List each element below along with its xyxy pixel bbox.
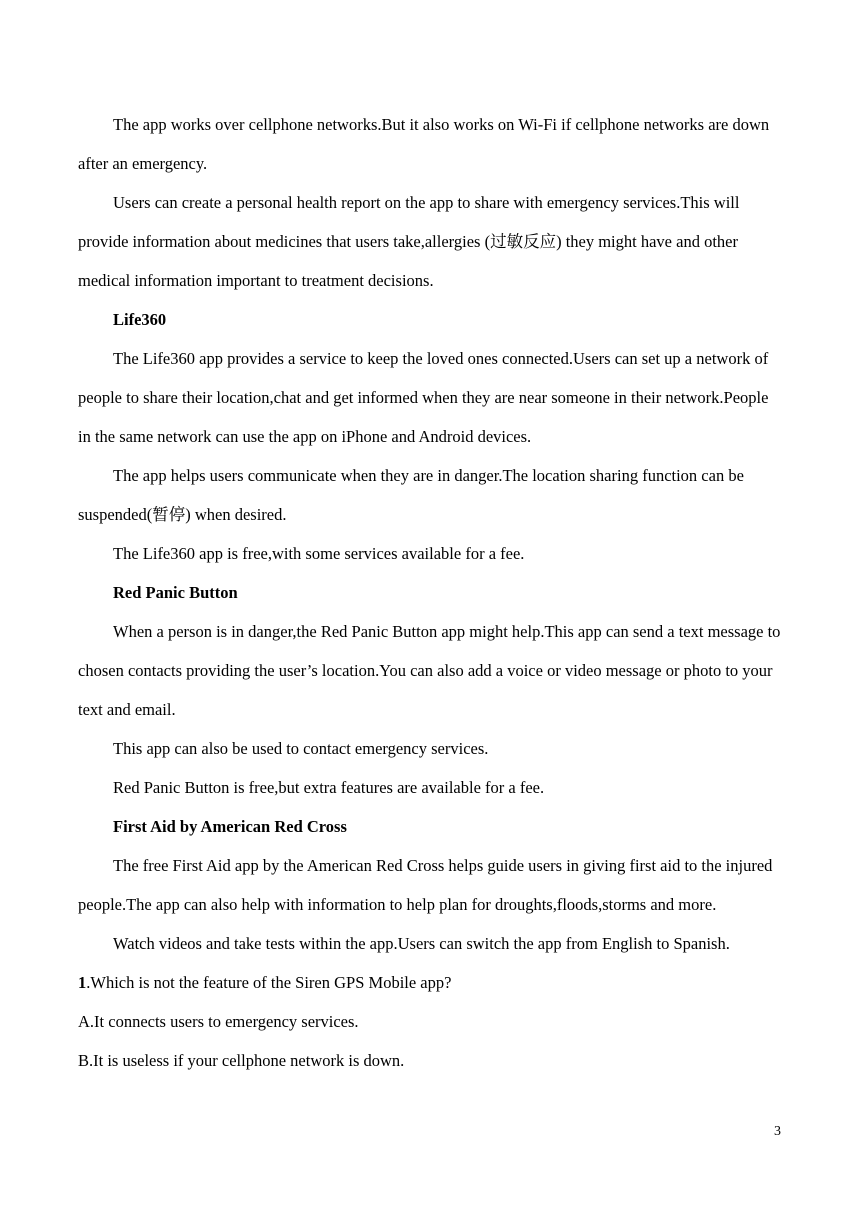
heading-life360: Life360 xyxy=(113,310,167,329)
question-text: .Which is not the feature of the Siren GPS Mobile app? xyxy=(86,973,452,992)
paragraph-first-aid-videos: Watch videos and take tests within the app.Users can switch the app from English to Spanish. xyxy=(113,934,730,953)
paragraph-life360-danger: The app helps users communicate when they are in danger.The location sharing function can be suspended(暂停) when desired. xyxy=(78,466,744,524)
heading-first-aid: First Aid by American Red Cross xyxy=(113,817,347,836)
paragraph-red-panic-emergency: This app can also be used to contact emergency services. xyxy=(113,739,489,758)
paragraph-wifi: The app works over cellphone networks.But it also works on Wi-Fi if cellphone networks are down after an emergency. xyxy=(78,115,770,173)
paragraph-life360-intro: The Life360 app provides a service to keep the loved ones connected.Users can set up a network of people to share their location,chat and get informed when they are near someone in their network.People in the same network can use the app on iPhone and Android devices. xyxy=(78,349,769,446)
paragraph-red-panic-price: Red Panic Button is free,but extra features are available for a fee. xyxy=(113,778,545,797)
document-body xyxy=(78,105,783,1080)
paragraph-first-aid-intro: The free First Aid app by the American Red Cross helps guide users in giving first aid to the injured people.The app can also help with information to help plan for droughts,floods,storms and more. xyxy=(78,856,773,914)
paragraph-health-report: Users can create a personal health report on the app to share with emergency services.This will provide information about medicines that users take,allergies (过敏反应) they might have and other medical information important to treatment decisions. xyxy=(78,193,740,290)
question-stem xyxy=(78,963,783,1002)
question-number: 1 xyxy=(78,973,87,992)
heading-red-panic-button: Red Panic Button xyxy=(113,583,238,602)
paragraph-red-panic-intro: When a person is in danger,the Red Panic Button app might help.This app can send a text message to chosen contacts providing the user’s location.You can also add a voice or video message or photo to your text and email. xyxy=(78,622,781,719)
paragraph-life360-price: The Life360 app is free,with some services available for a fee. xyxy=(113,544,525,563)
page-number: 3 xyxy=(774,1124,781,1139)
question-option-b: B.It is useless if your cellphone network is down. xyxy=(78,1051,405,1070)
question-option-a: A.It connects users to emergency services. xyxy=(78,1012,359,1031)
